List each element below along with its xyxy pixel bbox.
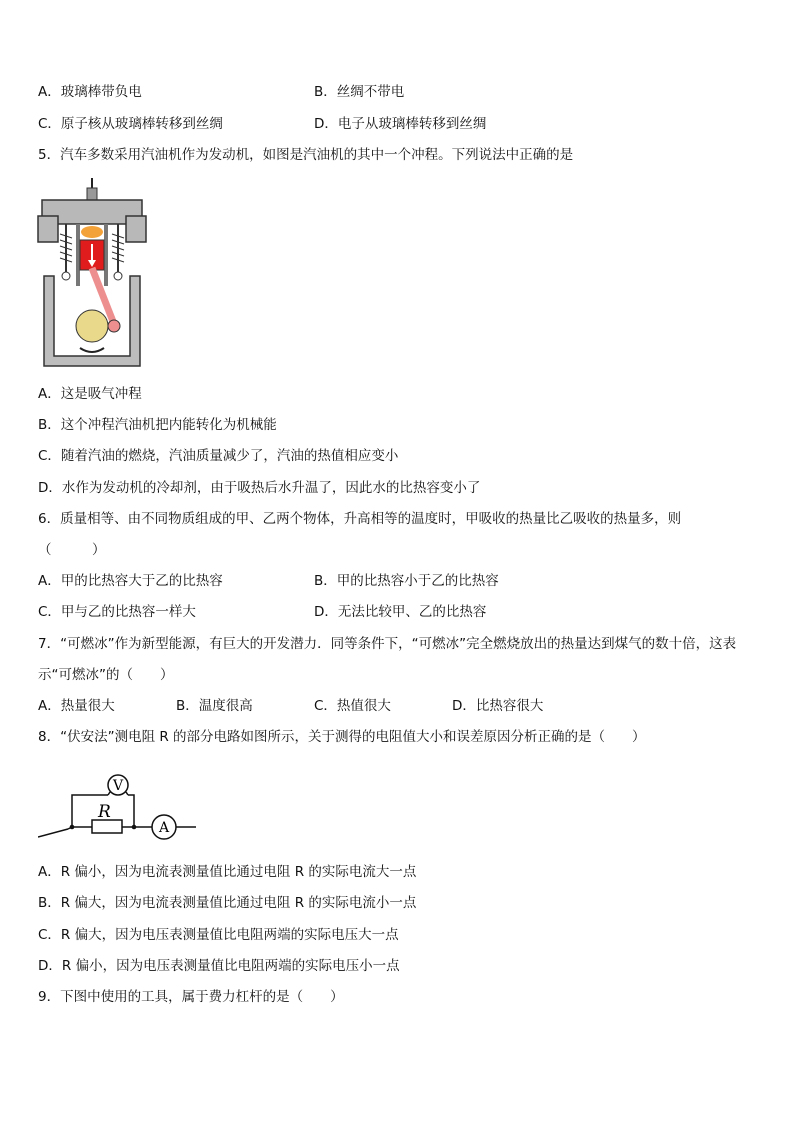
cylinder-wall-left (76, 224, 80, 286)
q4-option-c: C．原子核从玻璃棒转移到丝绸 (38, 116, 223, 132)
q7-stem-line2: 示“可燃冰”的（ ） (38, 667, 174, 683)
q6-option-a: A．甲的比热容大于乙的比热容 (38, 573, 223, 589)
q8-option-c: C．R 偏大，因为电压表测量值比电阻两端的实际电压大一点 (38, 927, 399, 943)
ammeter-label: A (158, 820, 170, 836)
q7-option-d: D．比热容很大 (452, 698, 544, 714)
spark-plug (87, 188, 97, 200)
q8-option-a: A．R 偏小，因为电流表测量值比通过电阻 R 的实际电流大一点 (38, 864, 417, 880)
voltmeter-ammeter-circuit (38, 765, 198, 845)
cylinder-wall-right (104, 224, 108, 286)
lead-wire-left (38, 829, 68, 837)
exhaust-cam (114, 272, 122, 280)
q5-stem: 5．汽车多数采用汽油机作为发动机，如图是汽油机的其中一个冲程。下列说法中正确的是 (38, 147, 574, 163)
intake-port (38, 216, 58, 242)
crank-pin (108, 320, 120, 332)
q5-option-b: B．这个冲程汽油机把内能转化为机械能 (38, 417, 277, 433)
q7-option-a: A．热量很大 (38, 698, 115, 714)
q6-answer-paren: （ ） (38, 542, 106, 558)
q8-option-d: D．R 偏小，因为电压表测量值比电阻两端的实际电压小一点 (38, 958, 400, 974)
crankshaft-disc (76, 310, 108, 342)
exhaust-port (126, 216, 146, 242)
q7-stem-line1: 7．“可燃冰”作为新型能源，有巨大的开发潜力．同等条件下，“可燃冰”完全燃烧放出的热量达到煤气的数十倍，这表 (38, 636, 737, 652)
q7-option-c: C．热值很大 (314, 698, 391, 714)
q6-option-b: B．甲的比热容小于乙的比热容 (314, 573, 499, 589)
q4-option-d: D．电子从玻璃棒转移到丝绸 (314, 116, 487, 132)
q5-option-a: A．这是吸气冲程 (38, 386, 142, 402)
voltmeter-label: V (112, 778, 124, 794)
q8-option-b: B．R 偏大，因为电流表测量值比通过电阻 R 的实际电流小一点 (38, 895, 417, 911)
engine-stroke-diagram (36, 176, 148, 372)
q4-option-a: A．玻璃棒带负电 (38, 84, 142, 100)
q6-stem: 6．质量相等、由不同物质组成的甲、乙两个物体，升高相等的温度时，甲吸收的热量比乙吸收的热量多，则 (38, 511, 682, 527)
q5-option-c: C．随着汽油的燃烧，汽油质量减少了，汽油的热值相应变小 (38, 448, 399, 464)
q4-option-b: B．丝绸不带电 (314, 84, 405, 100)
q6-option-d: D．无法比较甲、乙的比热容 (314, 604, 487, 620)
q6-option-c: C．甲与乙的比热容一样大 (38, 604, 196, 620)
intake-cam (62, 272, 70, 280)
q9-stem: 9．下图中使用的工具，属于费力杠杆的是（ ） (38, 989, 344, 1005)
q8-stem: 8．“伏安法”测电阻 R 的部分电路如图所示，关于测得的电阻值大小和误差原因分析正确的是（ ） (38, 729, 646, 745)
q5-option-d: D．水作为发动机的冷却剂，由于吸热后水升温了，因此水的比热容变小了 (38, 480, 481, 496)
resistor-label: R (98, 802, 111, 822)
rotation-arrow-icon (80, 348, 104, 352)
burning-gas (81, 226, 103, 238)
q7-option-b: B．温度很高 (176, 698, 253, 714)
